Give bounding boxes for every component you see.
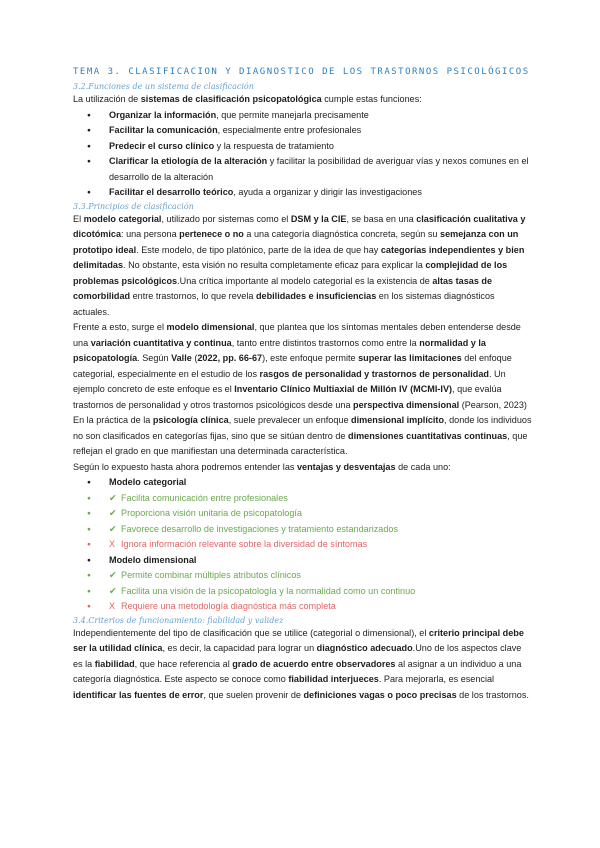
advantage-item — [73, 491, 533, 507]
bold-text: variación cuantitativa y continua — [90, 337, 232, 348]
bold-text: dimensiones cuantitativas continuas — [348, 430, 508, 441]
check-icon: ✔ — [109, 523, 117, 534]
cross-icon: X — [109, 539, 116, 549]
model-name: Modelo categorial — [109, 477, 187, 487]
text-run: : una persona — [121, 229, 180, 239]
bold-text: normalidad y la psicopatología — [73, 337, 486, 363]
list-item — [73, 154, 533, 185]
bold-text: altas tasas de comorbilidad — [73, 275, 493, 301]
text-run: Independientemente del tipo de clasificación que se utilice (categorial o dimensional), el — [73, 627, 429, 638]
functions-list — [73, 108, 533, 201]
item-bold: Organizar la información — [109, 109, 217, 120]
bold-text: perspectiva dimensional — [353, 399, 460, 410]
document-title: TEMA 3. CLASIFICACION Y DIAGNOSTICO DE LOS TRASTORNOS PSICOLÓGICOS — [73, 67, 530, 77]
text-run: , donde los individuos no son clasificados en categorías fijas, sino que se sitúan dentro de — [73, 415, 532, 441]
point-text: Proporciona visión unitaria de psicopatología — [121, 508, 302, 518]
check-icon: ✔ — [109, 570, 117, 580]
advantage-item — [73, 522, 533, 538]
advantage-item — [73, 506, 533, 522]
bold-text: complejidad de los problemas psicológicos — [73, 260, 508, 286]
point-text: Permite combinar múltiples atributos clínicos — [121, 570, 301, 580]
text-run: , que hace referencia al — [134, 658, 233, 669]
list-item — [73, 185, 533, 201]
item-bold: Facilitar la comunicación — [109, 125, 218, 135]
item-text: , especialmente entre profesionales — [217, 125, 362, 135]
item-text: y la respuesta de tratamiento — [214, 140, 334, 151]
bold-text: pertenece o no — [179, 229, 244, 239]
intro-text: La utilización de — [73, 94, 141, 104]
check-icon: ✔ — [109, 492, 117, 503]
point-text: Facilita una visión de la psicopatología y la normalidad como un continuo — [121, 585, 416, 596]
bold-text: Valle — [171, 353, 192, 363]
advantage-item — [73, 568, 533, 584]
text-run: . Un ejemplo concreto de este enfoque es el — [73, 368, 506, 394]
disadvantage-item — [73, 537, 533, 553]
text-run: de cada uno: — [395, 461, 451, 472]
text-run: entre trastornos, lo que revela — [130, 291, 256, 301]
point-text: Favorece desarrollo de investigaciones y tratamiento estandarizados — [121, 523, 399, 534]
model-item-dimensional — [73, 553, 533, 615]
text-run: , que suelen provenir de — [203, 689, 304, 700]
bold-text: grado de acuerdo entre observadores — [232, 658, 396, 669]
bold-text: superar las limitaciones — [358, 353, 462, 363]
advantage-item — [73, 584, 533, 600]
text-run: Frente a esto, surge el — [73, 322, 167, 332]
point-text: Requiere una metodología diagnóstica más completa — [121, 601, 336, 611]
text-run: del enfoque categorial, especialmente en el estudio de los — [73, 353, 512, 379]
paragraph-clinical — [73, 413, 533, 460]
list-item — [73, 139, 533, 155]
model-item-categorial — [73, 475, 533, 553]
check-icon: ✔ — [109, 585, 117, 596]
check-icon: ✔ — [109, 508, 117, 518]
bold-text: dimensional implícito — [351, 415, 445, 425]
item-text: , que permite manejarla precisamente — [216, 109, 369, 120]
bold-text: identificar las fuentes de error — [73, 689, 204, 700]
text-run: . Este modelo, de tipo platónico, parte de la idea de que hay — [136, 244, 381, 255]
model-points — [73, 568, 533, 615]
intro-bold: sistemas de clasificación psicopatológica — [140, 94, 322, 104]
item-bold: Predecir el curso clínico — [109, 140, 215, 151]
document-page — [73, 66, 533, 703]
list-item — [73, 123, 533, 139]
text-run: El — [73, 213, 84, 224]
bold-text: psicología clínica — [152, 415, 229, 425]
item-bold: Facilitar el desarrollo teórico — [109, 187, 234, 197]
paragraph-reliability — [73, 626, 533, 704]
bold-text: semejanza con un prototipo ideal — [73, 229, 519, 255]
bold-text: fiabilidad interjueces — [288, 674, 379, 684]
text-run: . No obstante, esta visión no resulta completamente eficaz para explicar la — [123, 260, 426, 270]
bold-text: categorías independientes y bien delimitadas — [73, 244, 525, 270]
cross-icon: X — [109, 601, 116, 611]
text-run: en los sistemas diagnósticos actuales. — [73, 291, 495, 317]
text-run: , que evalúa trastornos de personalidad y otros trastornos psicológicos desde una — [73, 384, 502, 410]
bold-text: clasificación cualitativa y dicotómica — [73, 213, 526, 239]
bold-text: criterio principal debe ser la utilidad clínica — [73, 627, 524, 653]
bold-text: modelo categorial — [83, 213, 162, 224]
disadvantage-item — [73, 599, 533, 615]
list-item — [73, 108, 533, 124]
text-run: . Para mejorarla, es esencial — [378, 674, 495, 684]
text-run: al asignar a un individuo a una categoría diagnóstica. Este aspecto se conoce como — [73, 658, 522, 684]
text-run: (Pearson, 2023) — [459, 399, 527, 410]
text-run: , que plantea que los síntomas mentales deben entenderse desde una — [73, 322, 521, 348]
text-run: ), este enfoque permite — [262, 353, 359, 363]
point-text: Facilita comunicación entre profesionales — [121, 492, 288, 503]
section-intro — [73, 92, 533, 108]
bold-text: definiciones vagas o poco precisas — [303, 689, 457, 700]
bold-text: rasgos de personalidad y trastornos de personalidad — [259, 368, 489, 379]
model-points — [73, 491, 533, 553]
text-run: a una categoría diagnóstica concreta, según su — [243, 229, 441, 239]
bold-text: fiabilidad — [94, 658, 135, 669]
model-name: Modelo dimensional — [109, 554, 197, 565]
bold-text: DSM y la CIE — [290, 213, 347, 224]
item-bold: Clarificar la etiología de la alteración — [109, 156, 268, 166]
text-run: . Según — [137, 353, 172, 363]
intro-text-end: cumple estas funciones: — [321, 94, 422, 104]
models-list — [73, 475, 533, 615]
item-text: y facilitar la posibilidad de averiguar vías y nexos comunes en el desarrollo de la alteración — [109, 156, 529, 182]
bold-text: debilidades e insuficiencias — [255, 291, 377, 301]
text-run: ( — [191, 353, 198, 363]
text-run: .Uno de los aspectos clave es la — [73, 643, 522, 669]
bold-text: 2022, pp. 66-67 — [197, 353, 263, 363]
text-run: , se basa en una — [346, 213, 417, 224]
text-run: En la práctica de la — [73, 415, 153, 425]
bold-text: Inventario Clínico Multiaxial de Millón IV (MCMI-IV) — [234, 384, 453, 394]
paragraph-categorial — [73, 212, 533, 321]
text-run: Según lo expuesto hasta ahora podremos entender las — [73, 461, 297, 472]
paragraph-summary — [73, 460, 533, 476]
bold-text: diagnóstico adecuado — [316, 643, 413, 653]
text-run: , que reflejan el grado en que manifiestan una determinada característica. — [73, 430, 528, 456]
text-run: .Una crítica importante al modelo categorial es la existencia de — [177, 275, 433, 286]
section-heading-principles: 3.3.Principios de clasificación — [73, 201, 194, 211]
text-run: , tanto entre distintos trastornos como entre la — [231, 337, 420, 348]
text-run: , suele prevalecer un enfoque — [228, 415, 352, 425]
section-heading-criteria: 3.4.Criterios de funcionamiento: fiabilidad y validez — [73, 615, 284, 625]
bold-text: ventajas y desventajas — [296, 461, 396, 472]
text-run: de los trastornos. — [456, 689, 529, 700]
text-run: , es decir, la capacidad para lograr un — [162, 643, 317, 653]
bold-text: modelo dimensional — [166, 322, 255, 332]
point-text: Ignora información relevante sobre la diversidad de síntomas — [121, 539, 368, 549]
section-heading-functions: 3.2.Funciones de un sistema de clasificación — [73, 82, 254, 91]
text-run: , utilizado por sistemas como el — [161, 213, 291, 224]
paragraph-dimensional — [73, 320, 533, 413]
item-text: , ayuda a organizar y dirigir las investigaciones — [233, 187, 422, 197]
